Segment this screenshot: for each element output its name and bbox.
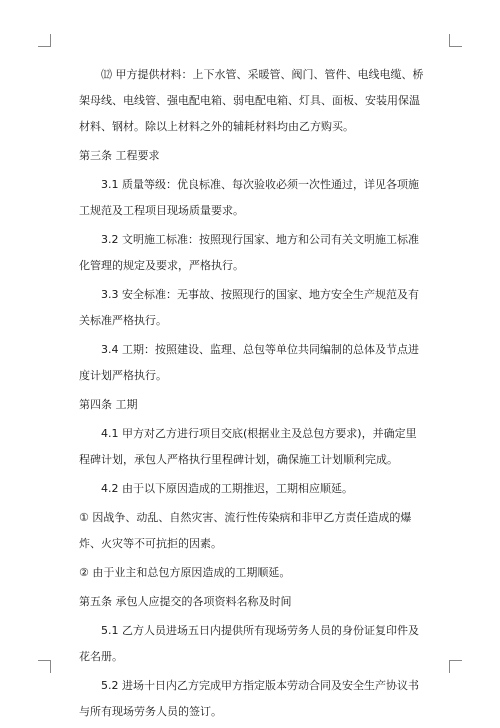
article-5-heading: 第五条 承包人应提交的各项资料名称及时间 <box>79 595 292 608</box>
crop-mark-top-left <box>38 34 51 47</box>
article-3-heading: 第三条 工程要求 <box>79 149 160 162</box>
document-body <box>79 62 424 728</box>
materials-paragraph: ⑿ 甲方提供材料：上下水管、采暖管、阀门、管件、电线电缆、桥架母线、电线管、强电配电箱、弱电配电箱、灯具、面板、安装用保温材料、钢材。除以上材料之外的辅耗材料均由乙方购买。 <box>79 68 424 133</box>
crop-mark-top-right <box>449 34 462 47</box>
clause-4-2: 4.2 由于以下原因造成的工期推迟，工期相应顺延。 <box>101 482 353 495</box>
clause-5-1: 5.1 乙方人员进场五日内提供所有现场劳务人员的身份证复印件及花名册。 <box>79 624 419 663</box>
article-4-heading: 第四条 工期 <box>79 398 138 411</box>
clause-4-2-item-2: ② 由于业主和总包方原因造成的工期顺延。 <box>79 566 291 579</box>
clause-3-2: 3.2 文明施工标准：按照现行国家、地方和公司有关文明施工标准化管理的规定及要求，严格执行。 <box>79 233 419 272</box>
clause-5-2: 5.2 进场十日内乙方完成甲方指定版本劳动合同及安全生产协议书与所有现场劳务人员的签订。 <box>79 679 419 718</box>
crop-mark-bottom-left <box>38 660 51 673</box>
clause-3-1: 3.1 质量等级：优良标准、每次验收必须一次性通过，详见各项施工规范及工程项目现场质量要求。 <box>79 178 419 217</box>
crop-mark-bottom-right <box>449 660 462 673</box>
clause-4-2-item-1: ① 因战争、动乱、自然灾害、流行性传染病和非甲乙方责任造成的爆炸、火灾等不可抗拒的因素。 <box>79 511 412 550</box>
clause-3-4: 3.4 工期：按照建设、监理、总包等单位共同编制的总体及节点进度计划严格执行。 <box>79 343 419 382</box>
clause-3-3: 3.3 安全标准：无事故、按照现行的国家、地方安全生产规范及有关标准严格执行。 <box>79 288 419 327</box>
clause-4-1: 4.1 甲方对乙方进行项目交底(根据业主及总包方要求)，并确定里程碑计划，承包人严格执行里程碑计划，确保施工计划顺利完成。 <box>79 427 417 466</box>
